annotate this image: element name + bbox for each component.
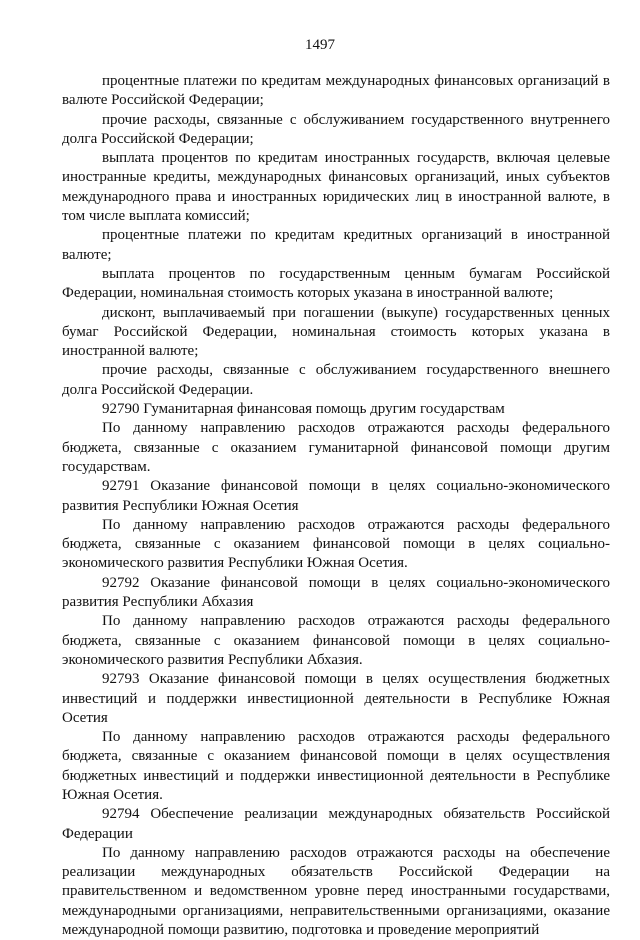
document-body: [62, 72, 610, 940]
paragraph: выплата процентов по кредитам иностранных государств, включая целевые иностранные кредиты, международных финансовых организаций, иных субъектов международного права и иностранных юридических лиц в иностранной валюте, в том числе выплата комиссий;: [62, 150, 610, 225]
paragraph: По данному направлению расходов отражаются расходы федерального бюджета, связанные с оказанием финансовой помощи в целях осуществления бюджетных инвестиций и поддержки инвестиционной деятельности в Республике Южная Осетия.: [62, 729, 610, 803]
page-number: 1497: [305, 37, 335, 53]
section-heading: 92790 Гуманитарная финансовая помощь другим государствам: [102, 401, 505, 418]
section-heading: 92793 Оказание финансовой помощи в целях осуществления бюджетных инвестиций и поддержки инвестиционной деятельности в Республике Южная Осетия: [62, 671, 610, 726]
paragraph: выплата процентов по государственным ценным бумагам Российской Федерации, номинальная стоимость которых указана в иностранной валюте;: [62, 265, 610, 302]
paragraph: прочие расходы, связанные с обслуживанием государственного внешнего долга Российской Федерации.: [62, 362, 610, 398]
paragraph: По данному направлению расходов отражаются расходы федерального бюджета, связанные с оказанием финансовой помощи в целях социально-экономического развития Республики Абхазия.: [62, 613, 610, 668]
section-heading: 92794 Обеспечение реализации международных обязательств Российской Федерации: [62, 806, 610, 842]
paragraph: дисконт, выплачиваемый при погашении (выкупе) государственных ценных бумаг Российской Федерации, номинальная стоимость которых указана в иностранной валюте;: [62, 304, 610, 360]
paragraph: прочие расходы, связанные с обслуживанием государственного внутреннего долга Российской Федерации;: [62, 111, 610, 147]
paragraph: По данному направлению расходов отражаются расходы на обеспечение реализации международных обязательств Российской Федерации на правительственном и ведомственном уровне перед иностранными государствами, международными организациями, неправительственными организациями, оказание международной помощи развитию, подготовка и проведение мероприятий: [62, 844, 610, 939]
paragraph: По данному направлению расходов отражаются расходы федерального бюджета, связанные с оказанием финансовой помощи в целях социально-экономического развития Республики Южная Осетия.: [62, 516, 610, 572]
section-heading: 92792 Оказание финансовой помощи в целях социально-экономического развития Республики Абхазия: [62, 574, 610, 611]
section-heading: 92791 Оказание финансовой помощи в целях социально-экономического развития Республики Южная Осетия: [62, 478, 610, 514]
paragraph: По данному направлению расходов отражаются расходы федерального бюджета, связанные с оказанием гуманитарной финансовой помощи другим государствам.: [62, 420, 610, 475]
paragraph: процентные платежи по кредитам кредитных организаций в иностранной валюте;: [62, 227, 610, 263]
paragraph: процентные платежи по кредитам международных финансовых организаций в валюте Российской Федерации;: [62, 73, 610, 109]
